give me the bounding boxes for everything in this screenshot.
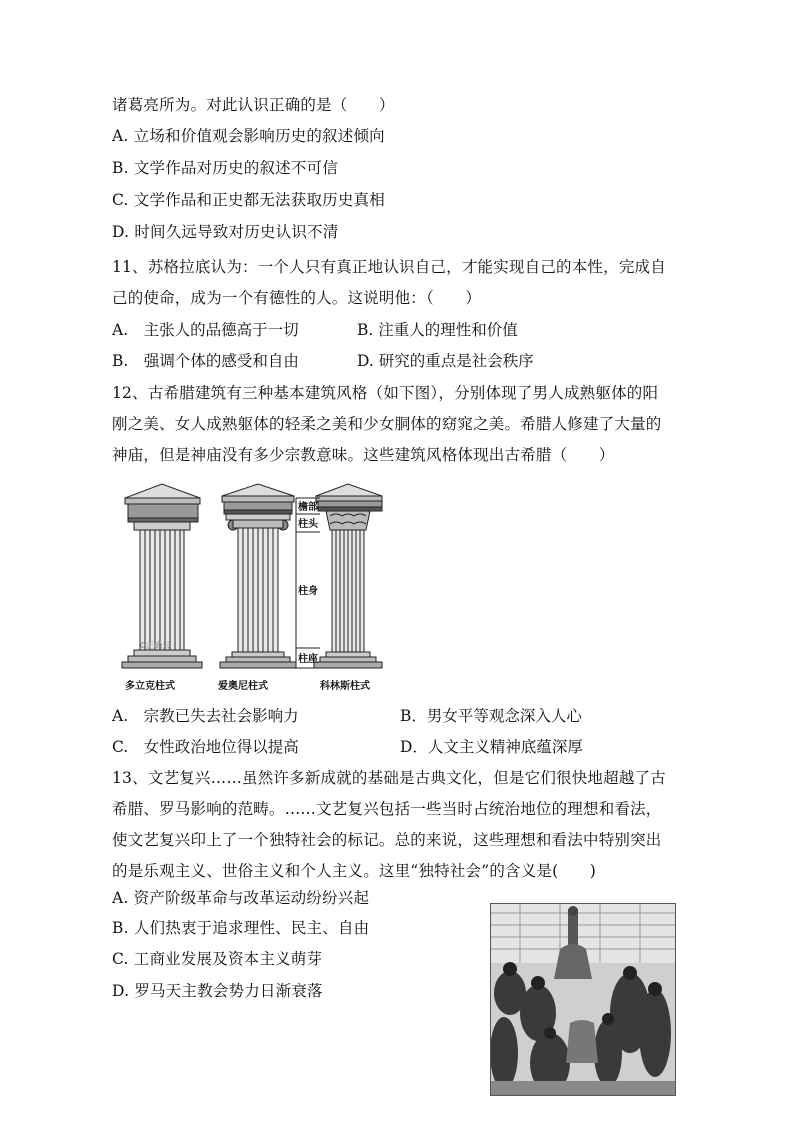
q13-stem-line-1: 13、文艺复兴……虽然许多新成就的基础是古典文化，但是它们很快地超越了古: [112, 769, 666, 787]
figure-watermark: ©正确云: [138, 641, 170, 650]
q13-stem-line-3: 使文艺复兴印上了一个独特社会的标记。总的来说，这些理想和看法中特别突出: [112, 831, 662, 849]
q13-option-a: A. 资产阶级革命与改革运动纷纷兴起: [112, 889, 370, 907]
q10-option-c: C. 文学作品和正史都无法获取历史真相: [112, 191, 385, 209]
q11-option-d: D. 研究的重点是社会秩序: [357, 352, 534, 370]
greek-column-orders-figure: [120, 480, 386, 695]
part-label-capital: 柱头: [298, 519, 318, 530]
q11-option-b: B. 注重人的理性和价值: [357, 321, 518, 339]
part-label-entablature: 檐部: [298, 502, 318, 513]
q13-option-c: C. 工商业发展及资本主义萌芽: [112, 950, 323, 968]
q10-stem-tail: 诸葛亮所为。对此认识正确的是（ ）: [112, 96, 395, 114]
q10-option-d: D. 时间久远导致对历史认识不清: [112, 223, 339, 241]
part-label-shaft: 柱身: [298, 586, 318, 597]
q10-option-b: B. 文学作品对历史的叙述不可信: [112, 159, 338, 177]
q11-option-a: A. 主张人的品德高于一切: [112, 321, 299, 339]
q13-option-d: D. 罗马天主教会势力日渐衰落: [112, 982, 323, 1000]
q13-option-b: B. 人们热衷于追求理性、民主、自由: [112, 919, 370, 937]
q12-stem-line-1: 12、古希腊建筑有三种基本建筑风格（如下图），分别体现了男人成熟躯体的阳: [112, 384, 659, 402]
q11-option-c: B. 强调个体的感受和自由: [112, 352, 299, 370]
q13-stem-line-4: 的是乐观主义、世俗主义和个人主义。这里“独特社会”的含义是( ): [112, 862, 597, 880]
q12-option-d: D．人文主义精神底蕴深厚: [400, 738, 583, 756]
q12-option-b: B．男女平等观念深入人心: [400, 707, 582, 725]
q10-option-a: A. 立场和价值观会影响历史的叙述倾向: [112, 127, 385, 145]
caption-corinthian: 科林斯柱式: [320, 681, 370, 692]
corinthian-column-illustration: [314, 484, 382, 668]
q12-option-a: A. 宗教已失去社会影响力: [112, 707, 299, 725]
q11-stem-line-1: 11、苏格拉底认为：一个人只有真正地认识自己，才能实现自己的本性，完成自: [112, 258, 666, 276]
renaissance-engraving-illustration: [490, 903, 676, 1096]
q13-stem-line-2: 希腊、罗马影响的范畴。……文艺复兴包括一些当时占统治地位的理想和看法，: [112, 800, 662, 818]
q12-stem-line-3: 神庙，但是神庙没有多少宗教意味。这些建筑风格体现出古希腊（ ）: [112, 446, 615, 464]
part-label-base: 柱座: [298, 654, 318, 665]
q12-option-c: C. 女性政治地位得以提高: [112, 738, 299, 756]
q11-stem-line-2: 己的使命，成为一个有德性的人。这说明他：（ ）: [112, 289, 482, 307]
caption-doric: 多立克柱式: [125, 681, 175, 692]
ionic-column-illustration: [220, 484, 296, 668]
q12-stem-line-2: 刚之美、女人成熟躯体的轻柔之美和少女胴体的窈窕之美。希腊人修建了大量的: [112, 415, 662, 433]
caption-ionic: 爱奥尼柱式: [218, 681, 268, 692]
